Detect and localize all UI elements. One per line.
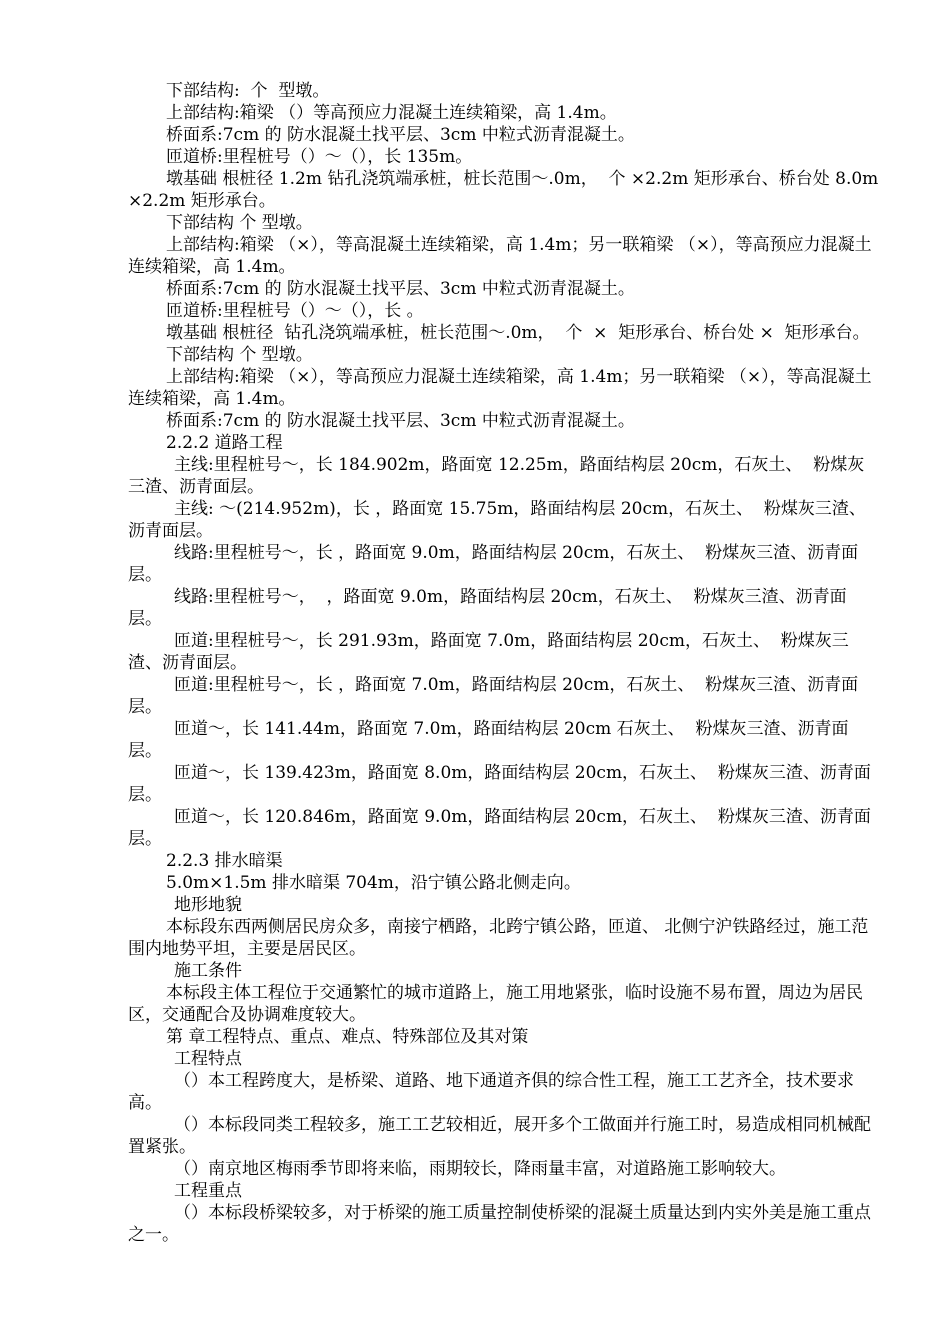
paragraph: 上部结构:箱梁 （×），等高预应力混凝土连续箱梁，高 1.4m；另一联箱梁 （×），等高混凝土连续箱梁，高 1.4m。 [128,367,872,409]
paragraph: （）本标段桥梁较多，对于桥梁的施工质量控制使桥梁的混凝土质量达到内实外美是施工重点之一。 [128,1203,871,1245]
paragraph: 匝道桥:里程桩号（）～（），长 135m。 [166,147,473,167]
paragraph: 桥面系:7cm 的 防水混凝土找平层、3cm 中粒式沥青混凝土。 [166,279,635,299]
paragraph: 2.2.2 道路工程 [166,433,283,453]
paragraph: 上部结构:箱梁 （）等高预应力混凝土连续箱梁，高 1.4m。 [166,103,617,123]
paragraph: 桥面系:7cm 的 防水混凝土找平层、3cm 中粒式沥青混凝土。 [166,411,635,431]
paragraph: 匝道桥:里程桩号（）～（），长 。 [166,301,424,321]
paragraph: 线路:里程桩号～，长 ，路面宽 9.0m，路面结构层 20cm，石灰土、 粉煤灰三渣、沥青面层。 [128,543,859,585]
paragraph: （）南京地区梅雨季节即将来临，雨期较长，降雨量丰富，对道路施工影响较大。 [174,1159,786,1179]
paragraph: 主线: ～(214.952m)，长 ，路面宽 15.75m，路面结构层 20cm，石灰土、 粉煤灰三渣、沥青面层。 [128,499,866,541]
paragraph: 施工条件 [174,961,242,981]
paragraph: 本标段主体工程位于交通繁忙的城市道路上，施工用地紧张，临时设施不易布置，周边为居民区，交通配合及协调难度较大。 [128,983,863,1025]
paragraph: 匝道～，长 139.423m，路面宽 8.0m，路面结构层 20cm，石灰土、 粉煤灰三渣、沥青面层。 [128,763,871,805]
paragraph: 下部结构 个 型墩。 [166,213,313,233]
paragraph: 匝道～，长 141.44m，路面宽 7.0m，路面结构层 20cm 石灰土、 粉煤灰三渣、沥青面层。 [128,719,849,761]
paragraph: 本标段东西两侧居民房众多，南接宁栖路，北跨宁镇公路，匝道、 北侧宁沪铁路经过，施工范围内地势平坦，主要是居民区。 [128,917,869,959]
paragraph: 2.2.3 排水暗渠 [166,851,283,871]
paragraph: 下部结构 个 型墩。 [166,345,313,365]
paragraph: 工程重点 [174,1181,242,1201]
paragraph: （）本标段同类工程较多，施工工艺较相近，展开多个工做面并行施工时，易造成相同机械配置紧张。 [128,1115,871,1157]
paragraph: 线路:里程桩号～， ，路面宽 9.0m，路面结构层 20cm，石灰土、 粉煤灰三渣、沥青面层。 [128,587,847,629]
paragraph: 桥面系:7cm 的 防水混凝土找平层、3cm 中粒式沥青混凝土。 [166,125,635,145]
paragraph: 上部结构:箱梁 （×），等高混凝土连续箱梁，高 1.4m；另一联箱梁 （×），等高预应力混凝土连续箱梁，高 1.4m。 [128,235,872,277]
paragraph: 下部结构: 个 型墩。 [166,81,330,101]
document-body [128,80,884,1246]
paragraph: （）本工程跨度大，是桥梁、道路、地下通道齐俱的综合性工程，施工工艺齐全，技术要求高。 [128,1071,854,1113]
paragraph: 匝道:里程桩号～，长 ，路面宽 7.0m，路面结构层 20cm，石灰土、 粉煤灰三渣、沥青面层。 [128,675,859,717]
paragraph: 第 章工程特点、重点、难点、特殊部位及其对策 [166,1027,529,1047]
paragraph: 工程特点 [174,1049,242,1069]
paragraph: 5.0m×1.5m 排水暗渠 704m，沿宁镇公路北侧走向。 [166,873,581,893]
paragraph: 地形地貌 [174,895,242,915]
paragraph: 匝道～，长 120.846m，路面宽 9.0m，路面结构层 20cm，石灰土、 粉煤灰三渣、沥青面层。 [128,807,871,849]
paragraph: 墩基础 根桩径 钻孔浇筑端承桩，桩长范围～.0m， 个 × 矩形承台、桥台处 × 矩形承台。 [166,323,870,343]
paragraph: 墩基础 根桩径 1.2m 钻孔浇筑端承桩，桩长范围～.0m， 个 ×2.2m 矩形承台、桥台处 8.0m ×2.2m 矩形承台。 [128,169,884,211]
paragraph: 匝道:里程桩号～，长 291.93m，路面宽 7.0m，路面结构层 20cm，石灰土、 粉煤灰三渣、沥青面层。 [128,631,849,673]
paragraph: 主线:里程桩号～，长 184.902m，路面宽 12.25m，路面结构层 20cm，石灰土、 粉煤灰三渣、沥青面层。 [128,455,865,497]
